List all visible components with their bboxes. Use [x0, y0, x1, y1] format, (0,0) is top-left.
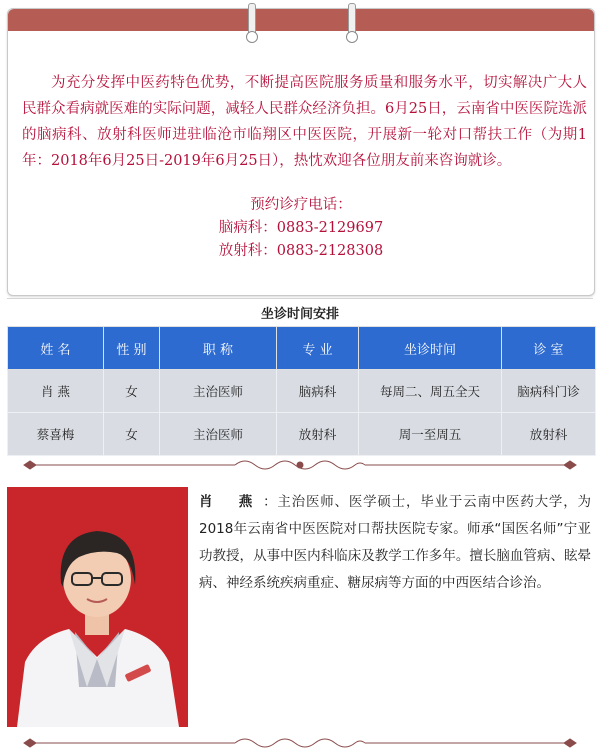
column-header-name: 姓 名: [8, 327, 104, 370]
doctor-bio: [199, 489, 591, 597]
schedule-table: [7, 326, 596, 456]
cell-gender: 女: [104, 413, 160, 456]
cell-room: 脑病科门诊: [502, 370, 596, 413]
cell-name: 蔡喜梅: [8, 413, 104, 456]
cell-specialty: 脑病科: [277, 370, 359, 413]
table-header-row: [8, 327, 596, 370]
cell-name: 肖 燕: [8, 370, 104, 413]
cell-time: 每周二、周五全天: [359, 370, 502, 413]
cell-time: 周一至周五: [359, 413, 502, 456]
notepad-header: [8, 9, 594, 31]
column-header-title: 职 称: [160, 327, 277, 370]
ornament-divider-bottom: [20, 736, 580, 750]
phone-line-radiology: 放射科：0883-2128308: [218, 243, 384, 259]
cell-title: 主治医师: [160, 370, 277, 413]
doctor-portrait-icon: [7, 487, 188, 727]
binder-ring-icon: [246, 3, 256, 45]
column-header-specialty: 专 业: [277, 327, 359, 370]
column-header-room: 诊 室: [502, 327, 596, 370]
cell-room: 放射科: [502, 413, 596, 456]
cell-gender: 女: [104, 370, 160, 413]
column-header-gender: 性 别: [104, 327, 160, 370]
notice-card: [7, 8, 595, 296]
binder-ring-icon: [346, 3, 356, 45]
notepad-shadow-line: [7, 294, 593, 299]
table-row: [8, 413, 596, 456]
phone-title: 预约诊疗电话：: [250, 197, 352, 213]
ornament-divider: [20, 458, 580, 472]
doctor-name: 肖 燕: [199, 494, 264, 510]
column-header-time: 坐诊时间: [359, 327, 502, 370]
notice-text: 为充分发挥中医药特色优势，不断提高医院服务质量和服务水平，切实解决广大人民群众看病就医难的实际问题，减轻人民群众经济负担。6月25日，云南省中医医院选派的脑病科、放射科医师进驻临沧市临翔区中医医院，开展新一轮对口帮扶工作（为期1年：2018年6月25日-2019年6月25日），热忱欢迎各位朋友前来咨询就诊。: [22, 75, 587, 169]
doctor-bio-text: ：主治医师、医学硕士，毕业于云南中医药大学，为2018年云南省中医医院对口帮扶医院专家。师承“国医名师”宁亚功教授，从事中医内科临床及教学工作多年。擅长脑血管病、眩晕病、神经系统疾病重症、糖尿病等方面的中西医结合诊治。: [199, 494, 591, 591]
phone-line-neurology: 脑病科：0883-2129697: [218, 220, 384, 236]
schedule-title: 坐诊时间安排: [260, 307, 339, 322]
table-row: [8, 370, 596, 413]
cell-title: 主治医师: [160, 413, 277, 456]
doctor-photo: [7, 487, 188, 727]
cell-specialty: 放射科: [277, 413, 359, 456]
